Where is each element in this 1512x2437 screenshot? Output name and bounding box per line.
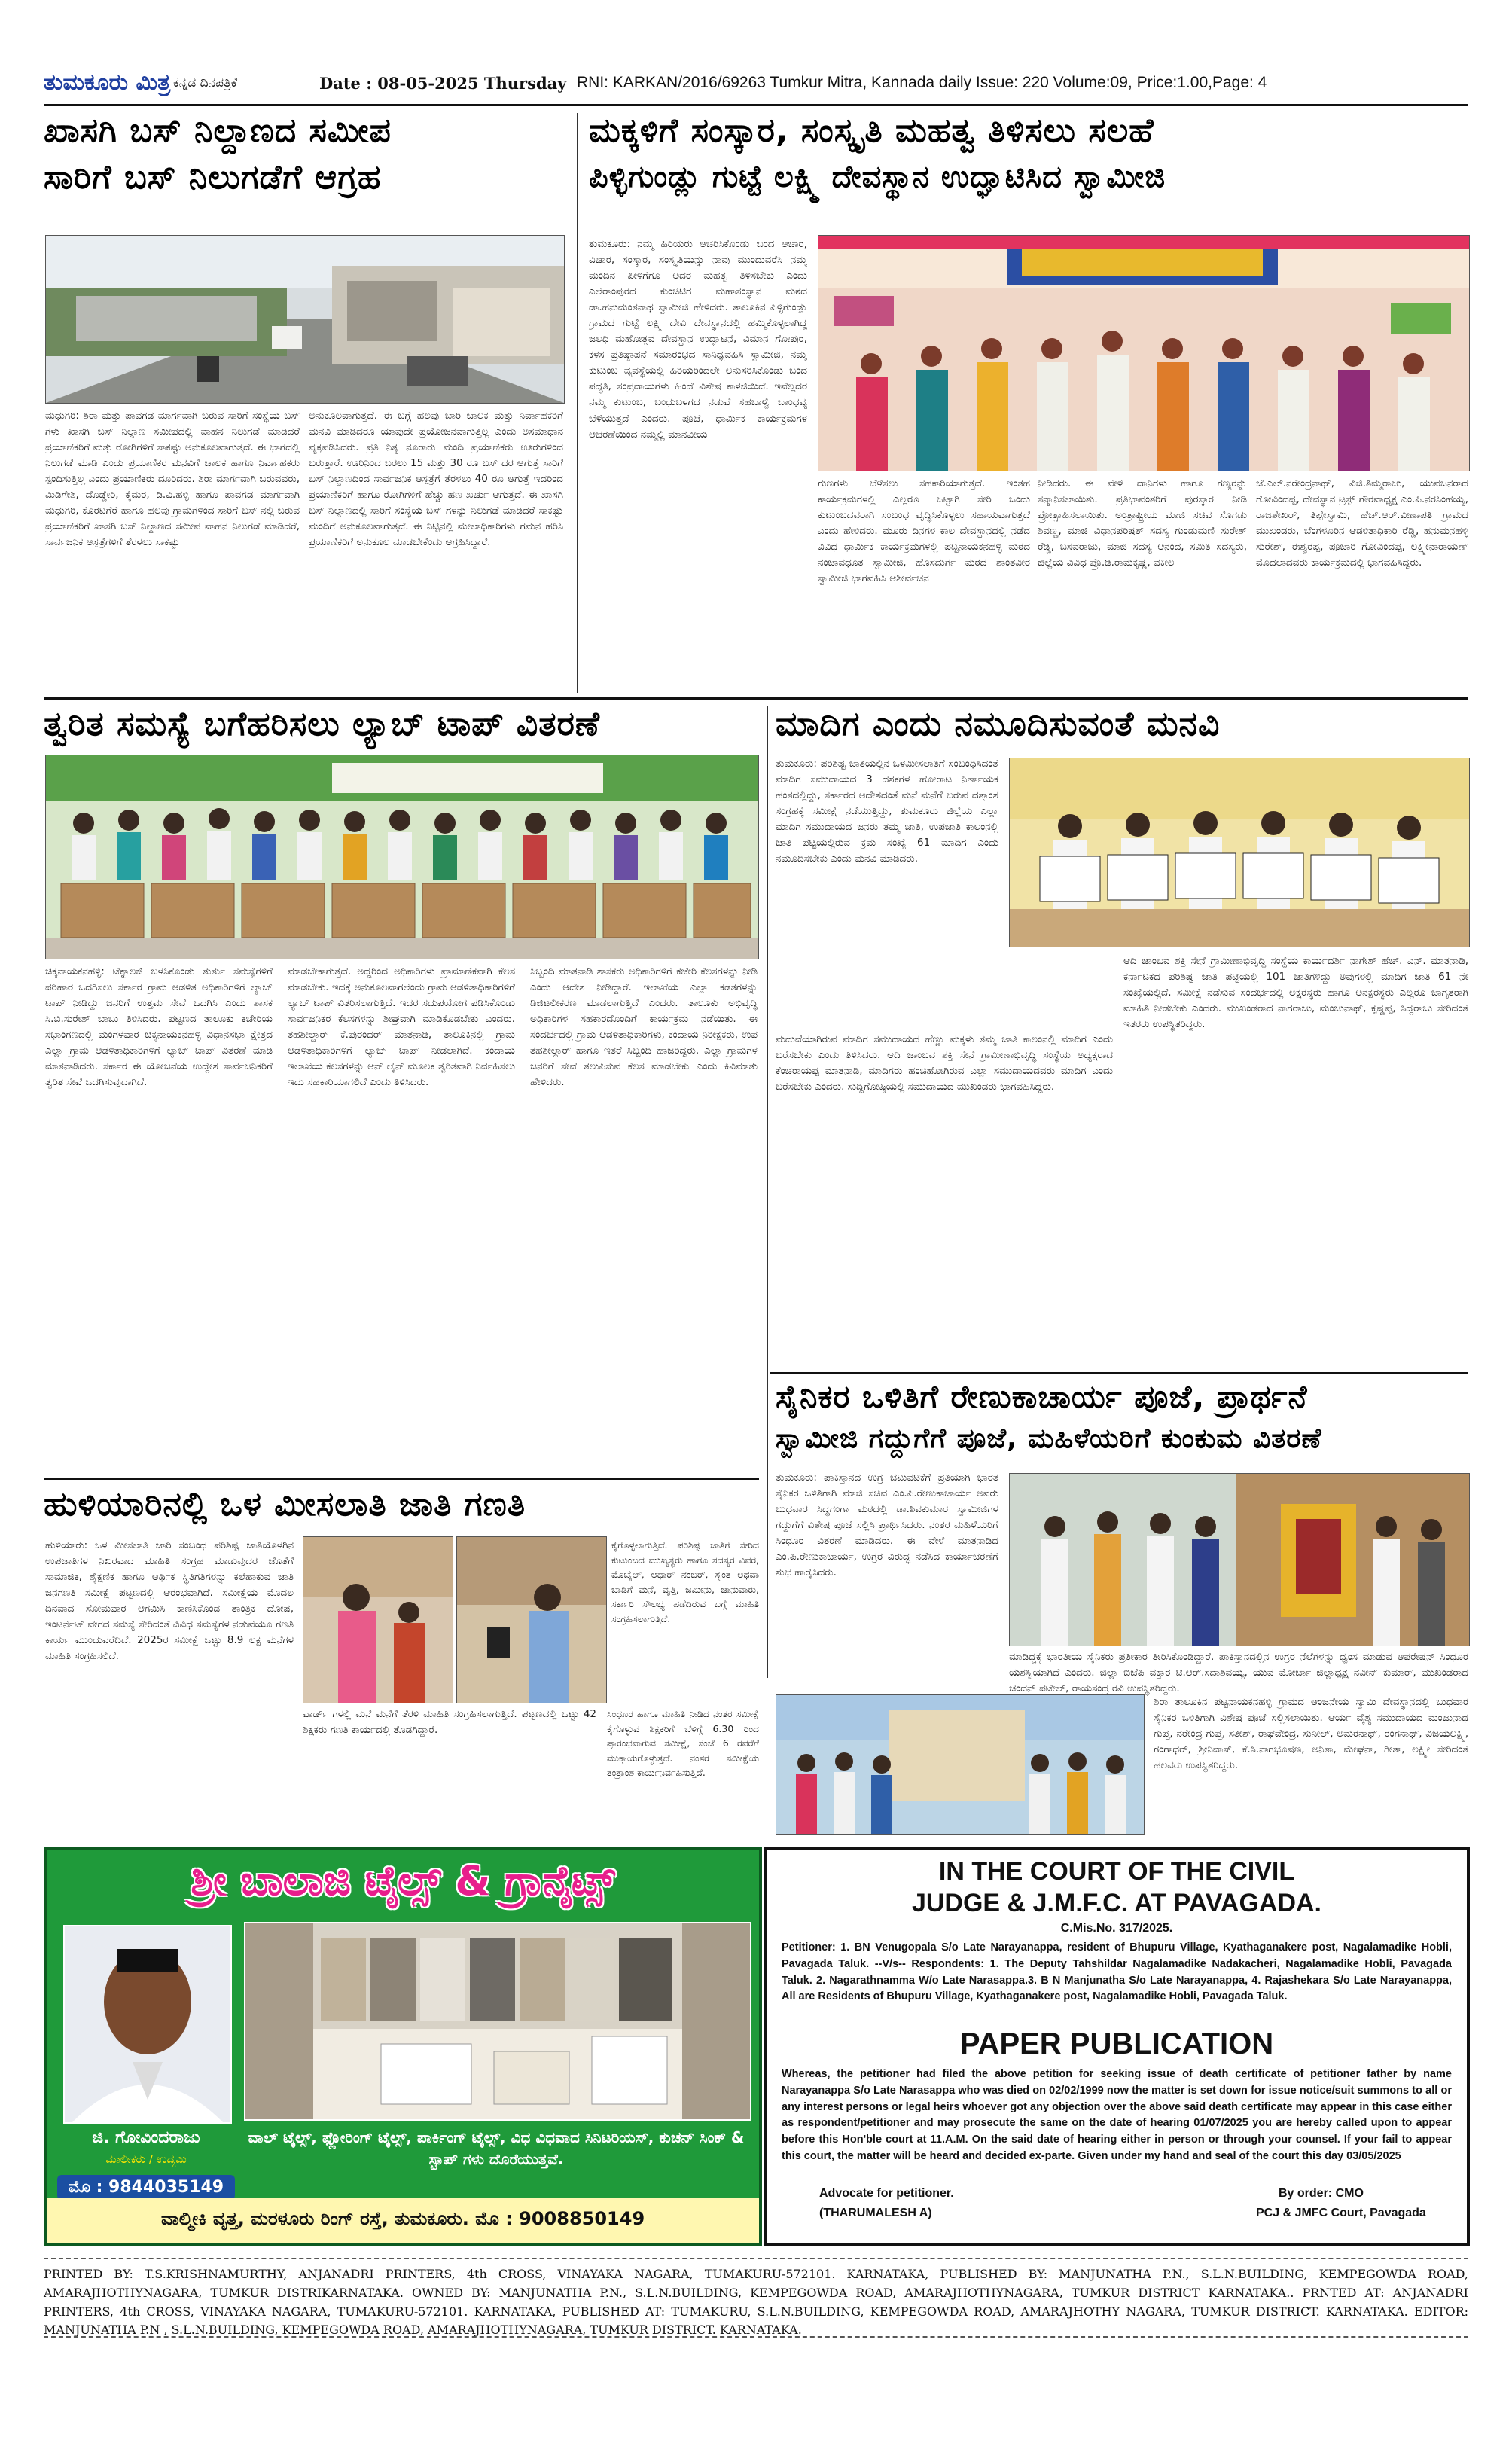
ad-address: ವಾಲ್ಮೀಕಿ ವೃತ್ತ, ಮರಳೂರು ರಿಂಗ್ ರಸ್ತೆ, ತುಮಕೂರು. ಮೊ : 9008850149: [160, 2208, 645, 2229]
court-advocate-name: (THARUMALESH A): [819, 2207, 932, 2219]
story-census-col-mid-top: ಕೈಗೊಳ್ಳಲಾಗುತ್ತಿದೆ. ಪರಿಶಿಷ್ಟ ಜಾತಿಗೆ ಸೇರಿದ ಕುಟುಂಬದ ಮುಖ್ಯಸ್ಥರು ಹಾಗೂ ಸದಸ್ಯರ ವಿವರ, ಮೊಬೈಲ್, ಆಧಾರ್ ನಂಬರ್, ಸ್ವಂತ ಅಥವಾ ಬಾಡಿಗೆ ಮನೆ, ವೃತ್ತಿ, ಜಮೀನು, ಜಾನುವಾರು, ಸರ್ಕಾರಿ ಸೌಲಭ್ಯ ಪಡೆದಿರುವ ಬಗ್ಗೆ ಮಾಹಿತಿ ಸಂಗ್ರಹಿಸಲಾಗುತ್ತಿದೆ.: [611, 1539, 759, 1624]
court-notice: [764, 1847, 1470, 2246]
story-temple-col-b2: ನೀಡಿದರು. ಈ ವೇಳೆ ದಾನಿಗಳು ಹಾಗೂ ಗಣ್ಯರನ್ನು ಸನ್ಮಾನಿಸಲಾಯಿತು. ಪ್ರತಿಭಾವಂತರಿಗೆ ಪುರಸ್ಕಾರ ನೀಡಿ ಪ್ರೋತ್ಸಾಹಿಸಲಾಯಿತು. ಅಂತ್ರಾಷ್ಟ್ರೀಯ ಮಾಜಿ ಸಚಿವ ಸೊಗಡು ಶಿವಣ್ಣ, ಮಾಜಿ ವಿಧಾನಪರಿಷತ್ ಸದಸ್ಯ ಗುಂಡುಮಣಿ ಸುರೇಶ್ ರೆಡ್ಡಿ, ಬಸವರಾಜು, ಮಾಜಿ ಸದಸ್ಯ ಆನಂದ, ಸಮಿತಿ ಸದಸ್ಯರು, ಜಿಲ್ಲೆಯ ವಿವಿಧ ಪ್ರೊ.ಡಿ.ರಾಮಕೃಷ್ಣ, ವಕೀಲ: [1038, 477, 1247, 569]
story-madiga-col-l: ಮದುವೆಯಾಗಿರುವ ಮಾದಿಗ ಸಮುದಾಯದ ಹೆಣ್ಣು ಮಕ್ಕಳು ತಮ್ಮ ಜಾತಿ ಕಾಲಂನಲ್ಲಿ ಮಾದಿಗ ಎಂದು ಬರೆಸಬೇಕು ಎಂದು ತಿಳಿಸಿದರು. ಆದಿ ಜಾಂಬವ ಶಕ್ತಿ ಸೇನೆ ಗ್ರಾಮೀಣಾಭಿವೃದ್ಧಿ ಸಂಸ್ಥೆಯ ಅಧ್ಯಕ್ಷರಾದ ಕೆಂಚರಾಯಪ್ಪ ಮಾತನಾಡಿ, ಮಾದಿಗರು ಹಂಚಿಹೋಗಿರುವ ಎಲ್ಲಾ ಸಮುದಾಯದವರು ಮಾದಿಗ ಎಂದು ಬರೆಸಬೇಕು ಎಂದರು. ಸುದ್ದಿಗೋಷ್ಠಿಯಲ್ಲಿ ಸಮುದಾಯದ ಮುಖಂಡರು ಭಾಗವಹಿಸಿದ್ದರು.: [776, 1033, 1113, 1093]
column-divider-top: [577, 113, 578, 693]
temple-ceremony-photo: [818, 235, 1470, 471]
footer-imprint: PRINTED BY: T.S.KRISHNAMURTHY, ANJANADRI PRINTERS, 4th CROSS, VINAYAKA NAGARA, TUMAKURU-572101. KARNATAKA, PUBLISHED BY: MANJUNATHA P.N., S.L.N.BUILDING, KEMPEGOWDA ROAD, AMARAJHOTHYNAGARA, TUMKUR DISTRIKARNATAKA. OWNED BY: MANJUNATHA P.N., S.L.N.BUILDING, KEMPEGOWDA ROAD, AMARAJHOTHYNAGARA, TUMKUR DISTRICT KARNATAKA.. PRNTED AT: ANJANADRI PRINTERS, 4th CROSS, VINAYAKA NAGARA, TUMAKURU-572101. KARNATAKA, PUBLISHED AT: TUMAKURU, S.L.N.BUILDING, KEMPEGOWDA ROAD, AMARAJHOTHY NAGARA, TUMKUR DISTRICT. KARNATAKA. EDITOR: MANJUNATHA P.N , S.L.N.BUILDING, KEMPEGOWDA ROAD, AMARAJHOTHYNAGARA, TUMKUR DISTRICT. KARNATAKA.: [44, 2267, 1468, 2338]
masthead-rule: [44, 104, 1468, 106]
story-soldiers-col-bottom: ಶಿರಾ ತಾಲೂಕಿನ ಪಟ್ಟನಾಯಕನಹಳ್ಳಿ ಗ್ರಾಮದ ಆಂಜನೇಯ ಸ್ವಾಮಿ ದೇವಸ್ಥಾನದಲ್ಲಿ ಬುಧವಾರ ಸೈನಿಕರ ಒಳಿತಿಗಾಗಿ ವಿಶೇಷ ಪೂಜೆ ಸಲ್ಲಿಸಲಾಯಿತು. ಆರ್ಯ ವೈಶ್ಯ ಸಮುದಾಯದ ಮಂಜುನಾಥ ಗುಪ್ತ, ನರೇಂದ್ರ ಗುಪ್ತ, ಸತೀಶ್, ರಾಘವೇಂದ್ರ, ಸುನೀಲ್, ಅಮರನಾಥ್, ರಂಗನಾಥ್, ವಿಜಯಲಕ್ಷ್ಮಿ, ಗಂಗಾಧರ್, ಶ್ರೀನಿವಾಸ್, ಕೆ.ಸಿ.ನಾಗಭೂಷಣ, ಅನಿತಾ, ಮೇಘನಾ, ಗೀತಾ, ಲಕ್ಷ್ಮೀ ಸೇರಿದಂತೆ ಹಲವರು ಉಪಸ್ಥಿತರಿದ್ದರು.: [1154, 1696, 1468, 1772]
story-soldiers-headline-1: ಸೈನಿಕರ ಒಳಿತಿಗೆ ರೇಣುಕಾಚಾರ್ಯ ಪೂಜೆ, ಪ್ರಾರ್ಥನೆ: [776, 1378, 1308, 1415]
story-laptop-headline: ತ್ವರಿತ ಸಮಸ್ಯೆ ಬಗೆಹರಿಸಲು ಲ್ಯಾಬ್ ಟಾಪ್ ವಿತರಣೆ: [44, 705, 600, 743]
court-case-no: C.Mis.No. 317/2025.: [1060, 1922, 1173, 1935]
court-advocate-label: Advocate for petitioner.: [819, 2187, 954, 2200]
census-photo-1: [303, 1536, 453, 1703]
ad-showroom-photo: [244, 1922, 751, 2121]
ad-balaji-tiles: [44, 1847, 762, 2246]
ad-address-bar: [47, 2198, 759, 2243]
story-temple-col-left: ತುಮಕೂರು: ನಮ್ಮ ಹಿರಿಯರು ಆಚರಿಸಿಕೊಂಡು ಬಂದ ಆಚಾರ, ವಿಚಾರ, ಸಂಸ್ಕಾರ, ಸಂಸ್ಕೃತಿಯನ್ನು ನಾವು ಮುಂದುವರೆಸಿ ನಮ್ಮ ಮಂದಿನ ಪೀಳಿಗೆಗೂ ಅದರ ಮಹತ್ವ ತಿಳಿಸಬೇಕು ಎಂದು ಎಲೆರಾಂಪುರದ ಕುಂಚಿಟಿಗ ಮಹಾಸಂಸ್ಥಾನ ಮಠದ ಡಾ.ಹನುಮಂತನಾಥ ಸ್ವಾಮೀಜಿ ಹೇಳಿದರು. ತಾಲೂಕಿನ ಪಿಳ್ಳಿಗುಂಡ್ಲು ಗ್ರಾಮದ ಗುಟ್ಟೆ ಲಕ್ಷ್ಮಿ ದೇವಿ ದೇವಸ್ಥಾನದಲ್ಲಿ ಹಮ್ಮಿಕೊಳ್ಳಲಾಗಿದ್ದ ಜಲಧಿ ಮಹೋತ್ಸವ ದೇವಸ್ಥಾನ ಉದ್ಘಾಟನೆ, ವಿಮಾನ ಗೋಪುರ, ಕಳಸ ಪ್ರತಿಷ್ಠಾಪನೆ ಸಮಾರಂಭದ ಸಾನಿಧ್ಯವಹಿಸಿ ಸ್ವಾಮೀಜಿ, ನಮ್ಮ ಕುಟುಂಬ ವ್ಯವಸ್ಥೆಯಲ್ಲಿ ಹಿರಿಯರಿಂದಲೇ ಅನುಸರಿಸಿಕೊಂಡು ಬಂದ ಪದ್ಧತಿ, ಸಂಪ್ರದಾಯಗಳು ಹಿಂದೆ ವಿಶೇಷ ಕಾಳಜಿಯಿದೆ. ಇವೆಲ್ಲದರ ನಮ್ಮ ಕುಟುಂಬ, ಬಂಧುಬಳಗದ ನಡುವೆ ಸಹಬಾಳ್ವೆ ಬಾಂಧವ್ಯ ಬೆಳೆಯುತ್ತದೆ ಎಂದರು. ಪೂಜೆ, ಧಾರ್ಮಿಕ ಕಾರ್ಯಕ್ರಮಗಳ ಆಚರಣೆಯಿಂದ ನಮ್ಮಲ್ಲಿ ಮಾನವೀಯ: [589, 238, 807, 441]
bus-road-photo: [45, 235, 565, 404]
story-laptop-col-3: ಸಿಬ್ಬಂದಿ ಮಾತನಾಡಿ ಶಾಸಕರು ಅಧಿಕಾರಿಗಳಿಗೆ ಕಚೇರಿ ಕೆಲಸಗಳನ್ನು ನೀಡಿ ಎಂದು ಆದೇಶ ನೀಡಿದ್ದಾರೆ. ಇಲಾಖೆಯ ಎಲ್ಲಾ ಕಡತಗಳನ್ನು ಡಿಜಿಟಲೀಕರಣ ಮಾಡಲಾಗುತ್ತಿದೆ ಎಂದರು. ತಾಲೂಕು ಅಭಿವೃದ್ಧಿ ಅಧಿಕಾರಿಗಳ ಸಹಕಾರದೊಂದಿಗೆ ಕಾರ್ಯಕ್ರಮ ನಡೆಯಿತು. ಈ ಸಂದರ್ಭದಲ್ಲಿ ಗ್ರಾಮ ಆಡಳಿತಾಧಿಕಾರಿಗಳು, ಕಂದಾಯ ನಿರೀಕ್ಷಕರು, ಉಪ ತಹಶೀಲ್ದಾರ್ ಹಾಗೂ ಇತರೆ ಸಿಬ್ಬಂದಿ ಹಾಜರಿದ್ದರು. ಎಲ್ಲಾ ಗ್ರಾಮಗಳ ಜನರಿಗೆ ಸೇವೆ ತಲುಪಿಸುವ ಕೆಲಸ ಮಾಡಬೇಕು ಎಂದು ಕಿವಿಮಾತು ಹೇಳಿದರು.: [530, 965, 758, 1089]
ad-owner-mobile: ಮೊ : 9844035149: [57, 2175, 235, 2200]
ad-owner-photo: [63, 1925, 232, 2124]
renukacharya-temple-photo: [1009, 1473, 1470, 1646]
story-census-col-left: ಹುಳಿಯಾರು: ಒಳ ಮೀಸಲಾತಿ ಜಾರಿ ಸಂಬಂಧ ಪರಿಶಿಷ್ಟ ಜಾತಿಯೊಳಗಿನ ಉಪಜಾತಿಗಳ ನಿಖರವಾದ ಮಾಹಿತಿ ಸಂಗ್ರಹ ಮಾಡುವುದರ ಜೊತೆಗೆ ಸಾಮಾಜಿಕ, ಶೈಕ್ಷಣಿಕ ಹಾಗೂ ಆರ್ಥಿಕ ಸ್ಥಿತಿಗತಿಗಳನ್ನು ಕಲೆಹಾಕುವ ಜಾತಿ ಜನಗಣತಿ ಸಮೀಕ್ಷೆ ಪಟ್ಟಣದಲ್ಲಿ ಆರಂಭವಾಗಿದೆ. ಸಮೀಕ್ಷೆಯ ಮೊದಲ ದಿನವಾದ ಸೋಮವಾರ ಆಗಮಿಸಿ ಕಾಣಿಸಿಕೊಂಡ ತಾಂತ್ರಿಕ ದೋಷ, ಇಂಟರ್ನೆಟ್ ವೇಗದ ಸಮಸ್ಯೆ ಸೇರಿದಂತೆ ವಿವಿಧ ಸಮಸ್ಯೆಗಳ ನಡುವೆಯೂ ಗಣತಿ ಕಾರ್ಯ ಮುಂದುವರೆದಿದೆ. 2025ರ ಸಮೀಕ್ಷೆ ಒಟ್ಟು 8.9 ಲಕ್ಷ ಮನೆಗಳ ಮಾಹಿತಿ ಸಂಗ್ರಹಿಸಲಿದೆ.: [45, 1539, 294, 1663]
ad-owner-name: ಜಿ. ಗೋವಿಂದರಾಜು: [92, 2128, 200, 2147]
section-rule-3: [44, 1478, 759, 1480]
column-divider-middle: [767, 706, 768, 1678]
section-rule-2: [770, 1372, 1468, 1374]
story-laptop-col-1: ಚಿಕ್ಕನಾಯಕನಹಳ್ಳಿ: ಟೆಕ್ನಾಲಜಿ ಬಳಸಿಕೊಂಡು ತುರ್ತು ಸಮಸ್ಯೆಗಳಿಗೆ ಪರಿಹಾರ ಒದಗಿಸಲು ಸರ್ಕಾರ ಗ್ರಾಮ ಆಡಳಿತ ಅಧಿಕಾರಿಗಳಿಗೆ ಲ್ಯಾಬ್ ಟಾಪ್ ನೀಡಿದ್ದು ಜನರಿಗೆ ಉತ್ತಮ ಸೇವೆ ಒದಗಿಸಿ ಎಂದು ಶಾಸಕ ಸಿ.ಬಿ.ಸುರೇಶ್ ಬಾಬು ತಿಳಿಸಿದರು. ಪಟ್ಟಣದ ತಾಲೂಕು ಕಚೇರಿಯ ಸಭಾಂಗಣದಲ್ಲಿ ಮಂಗಳವಾರ ಚಿಕ್ಕನಾಯಕನಹಳ್ಳಿ ವಿಧಾನಸಭಾ ಕ್ಷೇತ್ರದ ಎಲ್ಲಾ ಗ್ರಾಮ ಆಡಳಿತಾಧಿಕಾರಿಗಳಿಗೆ ಲ್ಯಾಬ್ ಟಾಪ್ ವಿತರಣೆ ಮಾಡಿ ಮಾತನಾಡಿದರು. ಸರ್ಕಾರ ಈ ಯೋಜನೆಯ ಉದ್ದೇಶ ಸಾರ್ವಜನಿಕರಿಗೆ ತ್ವರಿತ ಸೇವೆ ಒದಗಿಸುವುದಾಗಿದೆ.: [45, 965, 273, 1089]
masthead: [44, 69, 1468, 99]
masthead-logo: ತುಮಕೂರು ಮಿತ್ರ: [44, 69, 171, 96]
story-census-col-mid-bottom: ವಾರ್ಡ್ ಗಳಲ್ಲಿ ಮನೆ ಮನೆಗೆ ತೆರಳಿ ಮಾಹಿತಿ ಸಂಗ್ರಹಿಸಲಾಗುತ್ತಿದೆ. ಪಟ್ಟಣದಲ್ಲಿ ಒಟ್ಟು 42 ಶಿಕ್ಷಕರು ಗಣತಿ ಕಾರ್ಯದಲ್ಲಿ ತೊಡಗಿದ್ದಾರೆ.: [303, 1708, 596, 1737]
ad-products: ವಾಲ್ ಟೈಲ್ಸ್, ಫ್ಲೋರಿಂಗ್ ಟೈಲ್ಸ್, ಪಾರ್ಕಿಂಗ್ ಟೈಲ್ಸ್, ವಿಧ ವಿಧವಾದ ಸಿನಿಟರಿಯಸ್, ಕುಚನ್ ಸಿಂಕ್ & ಸ್ಟಾಪ್ ಗಳು ದೊರೆಯುತ್ತವೆ.: [248, 2128, 745, 2168]
section-rule-1: [44, 697, 1468, 700]
court-order-court: PCJ & JMFC Court, Pavagada: [1256, 2207, 1426, 2219]
story-madiga-col-r: ಆದಿ ಜಾಂಬವ ಶಕ್ತಿ ಸೇನೆ ಗ್ರಾಮೀಣಾಭಿವೃದ್ಧಿ ಸಂಸ್ಥೆಯ ಕಾರ್ಯದರ್ಶಿ ನಾಗೇಶ್ ಹೆಚ್. ಎನ್. ಮಾತನಾಡಿ, ಕರ್ನಾಟಕದ ಪರಿಶಿಷ್ಟ ಜಾತಿ ಪಟ್ಟಿಯಲ್ಲಿ 101 ಜಾತಿಗಳಿದ್ದು ಅವುಗಳಲ್ಲಿ ಮಾದಿಗ ಜಾತಿ 61 ನೇ ಸಂಖ್ಯೆಯಲ್ಲಿದೆ. ಸಮೀಕ್ಷೆ ನಡೆಸುವ ಸಂದರ್ಭದಲ್ಲಿ ಅಕ್ಷರಸ್ಥರು ಹಾಗೂ ಅನಕ್ಷರಸ್ಥರು ಎಲ್ಲರೂ ಜಾಗೃತರಾಗಿ ಮಾಹಿತಿ ನೀಡಬೇಕು ಎಂದರು. ಮುಖಂಡರಾದ ನಾಗರಾಜು, ಮಂಜುನಾಥ್, ಕೃಷ್ಣಪ್ಪ, ಸಿದ್ದರಾಜು ಸೇರಿದಂತೆ ಇತರರು ಉಪಸ್ಥಿತರಿದ್ದರು.: [1123, 955, 1468, 1031]
story-madiga-headline: ಮಾದಿಗ ಎಂದು ನಮೂದಿಸುವಂತೆ ಮನವಿ: [776, 705, 1221, 743]
story-census-headline: ಹುಳಿಯಾರಿನಲ್ಲಿ ಒಳ ಮೀಸಲಾತಿ ಜಾತಿ ಗಣತಿ: [44, 1485, 526, 1524]
court-title-1: IN THE COURT OF THE CIVIL: [938, 1857, 1295, 1886]
madiga-press-photo: [1009, 758, 1470, 947]
ad-title: ಶ್ರೀ ಬಾಲಾಜಿ ಟೈಲ್ಸ್ & ಗ್ರಾನೈಟ್ಸ್: [191, 1857, 615, 1905]
anjaneya-temple-photo: [776, 1694, 1145, 1835]
story-madiga-col-top: ತುಮಕೂರು: ಪರಿಶಿಷ್ಟ ಜಾತಿಯಲ್ಲಿನ ಒಳಮೀಸಲಾತಿಗೆ ಸಂಬಂಧಿಸಿದಂತೆ ಮಾದಿಗ ಸಮುದಾಯದ 3 ದಶಕಗಳ ಹೋರಾಟ ನಿರ್ಣಾಯಕ ಹಂತದಲ್ಲಿದ್ದು, ಸರ್ಕಾರದ ಆದೇಶದಂತೆ ಮನೆ ಮನೆಗೆ ಬರುವ ದತ್ತಾಂಶ ಸಂಗ್ರಹಕ್ಕೆ ಸಮೀಕ್ಷೆ ನಡೆಯುತ್ತಿದ್ದು, ತುಮಕೂರು ಜಿಲ್ಲೆಯ ಎಲ್ಲಾ ಮಾದಿಗ ಸಮುದಾಯದ ಜನರು ತಮ್ಮ ಜಾತಿ, ಉಪಜಾತಿ ಕಾಲಂನಲ್ಲಿ ಜಾತಿ ಪಟ್ಟಿಯಲ್ಲಿರುವ ಕ್ರಮ ಸಂಖ್ಯೆ 61 ಮಾದಿಗ ಎಂದು ನಮೂದಿಸಬೇಕು ಎಂದು ಮನವಿ ಮಾಡಿದರು.: [776, 758, 998, 865]
story-temple-headline-2: ಪಿಳ್ಳಿಗುಂಡ್ಲು ಗುಟ್ಟೆ ಲಕ್ಷ್ಮಿ ದೇವಸ್ಥಾನ ಉದ್ಘಾಟಿಸಿದ ಸ್ವಾಮೀಜಿ: [589, 160, 1166, 194]
court-title-2: JUDGE & J.M.F.C. AT PAVAGADA.: [911, 1889, 1322, 1917]
story-bus-col-1: ಮಧುಗಿರಿ: ಶಿರಾ ಮತ್ತು ಪಾವಗಡ ಮಾರ್ಗವಾಗಿ ಬರುವ ಸಾರಿಗೆ ಸಂಸ್ಥೆಯ ಬಸ್ ಗಳು ಖಾಸಗಿ ಬಸ್ ನಿಲ್ದಾಣ ಸಮೀಪದಲ್ಲಿ ವಾಹನ ನಿಲುಗಡೆ ಮಾಡಿದರೆ ಪ್ರಯಾಣಿಕರಿಗೆ ಮತ್ತು ರೋಗಿಗಳಿಗೆ ಸಾಕಷ್ಟು ಅನುಕೂಲವಾಗುತ್ತದೆ. ಈ ಭಾಗದಲ್ಲಿ ನಿಲುಗಡೆ ಮಾಡಿ ಎಂದು ಪ್ರಯಾಣಿಕರ ಮನವಿಗೆ ಚಾಲಕ ಹಾಗೂ ನಿರ್ವಾಹಕರು ಸ್ಪಂದಿಸುತ್ತಿಲ್ಲ ಎಂದು ಪ್ರಯಾಣಿಕರು ದೂರಿದರು. ಶಿರಾ ಮಾರ್ಗವಾಗಿ ಬರುವವರು, ಮಿಡಿಗೇಶಿ, ದೊಡ್ಡೇರಿ, ಕೈಮರ, ಡಿ.ವಿ.ಹಳ್ಳಿ ಹಾಗೂ ಪಾವಗಡ ಮಾರ್ಗವಾಗಿ ಮಧುಗಿರಿ, ಕೊರಟಗೆರೆ ಹಾಗೂ ಹಲವು ಗ್ರಾಮಗಳಿಂದ ಸಾರಿಗೆ ಬಸ್ ನಲ್ಲಿ ಬರುವ ಪ್ರಯಾಣಿಕರಿಗೆ ಖಾಸಗಿ ಬಸ್ ನಿಲ್ದಾಣದ ಸಮೀಪ ವಾಹನ ನಿಲುಗಡೆ ಮಾಡಿದರೆ, ಸಾರ್ವಜನಿಕ ಆಸ್ಪತ್ರೆಗಳಿಗೆ ತೆರಳಲು ಸಾಕಷ್ಟು: [45, 410, 300, 549]
story-bus-headline-1: ಖಾಸಗಿ ಬಸ್ ನಿಲ್ದಾಣದ ಸಮೀಪ: [44, 111, 392, 150]
story-soldiers-col-top: ತುಮಕೂರು: ಪಾಕಿಸ್ತಾನದ ಉಗ್ರ ಚಟುವಟಿಕೆಗೆ ಪ್ರತಿಯಾಗಿ ಭಾರತ ಸೈನಿಕರ ಒಳಿತಿಗಾಗಿ ಮಾಜಿ ಸಚಿವ ಎಂ.ಪಿ.ರೇಣುಕಾಚಾರ್ಯ ಅವರು ಬುಧವಾರ ಸಿದ್ಧಗಂಗಾ ಮಠದಲ್ಲಿ ಡಾ.ಶಿವಕುಮಾರ ಸ್ವಾಮೀಜಿಗಳ ಗದ್ದುಗೆಗೆ ವಿಶೇಷ ಪೂಜೆ ಸಲ್ಲಿಸಿ ಪ್ರಾರ್ಥಿಸಿದರು. ನಂತರ ಮಹಿಳೆಯರಿಗೆ ಸಿಂಧೂರ ವಿತರಣೆ ಮಾಡಿದರು. ಈ ವೇಳೆ ಮಾತನಾಡಿದ ಎಂ.ಪಿ.ರೇಣುಕಾಚಾರ್ಯ, ಉಗ್ರರ ವಿರುದ್ಧ ನಡೆಸಿದ ಕಾರ್ಯಾಚರಣೆಗೆ ಶುಭ ಹಾರೈಸಿದರು.: [776, 1472, 998, 1579]
story-census-col-right: ಸಿಂಧೂರ ಹಾಗೂ ಮಾಹಿತಿ ನೀಡಿದ ನಂತರ ಸಮೀಕ್ಷೆ ಕೈಗೊಳ್ಳುವ ಶಿಕ್ಷಕರಿಗೆ ಬೆಳಿಗ್ಗೆ 6.30 ರಿಂದ ಪ್ರಾರಂಭವಾಗುವ ಸಮೀಕ್ಷೆ, ಸಂಜೆ 6 ರವರೆಗೆ ಮುಕ್ತಾಯಗೊಳ್ಳುತ್ತದೆ. ನಂತರ ಸಮೀಕ್ಷೆಯ ತಂತ್ರಾಂಶ ಕಾರ್ಯನಿರ್ವಹಿಸುತ್ತಿದೆ.: [607, 1708, 759, 1778]
court-parties: Petitioner: 1. BN Venugopala S/o Late Narayanappa, resident of Bhupuru Village, Kyathaganakere post, Nagalamadike Hobli, Pavagada Taluk. --V/s-- Respondents: 1. The Deputy Tahshildar Nagalamadike Nadakacheri, Nagalamadike Hobli, Pavagada Taluk. 2. Nagarathnamma W/o Late Narasappa.3. B N Manjunatha S/o Late Narayanappa, 4. Rajashekara S/o Late Narayanappa, All are Residents of Bhupuru Village, Kyathaganakere post, Nagalamadike Hobli, Pavagada Taluk.: [782, 1941, 1452, 2003]
ad-owner-role: ಮಾಲೀಕರು / ಉದ್ಯಮಿ: [105, 2152, 187, 2166]
story-temple-col-b1: ಗುಣಗಳು ಬೆಳೆಸಲು ಸಹಕಾರಿಯಾಗುತ್ತದೆ. ಇಂತಹ ಕಾರ್ಯಕ್ರಮಗಳಲ್ಲಿ ಎಲ್ಲರೂ ಒಟ್ಟಾಗಿ ಸೇರಿ ಒಂದು ಕುಟುಂಬದವರಾಗಿ ಸಂಬಂಧ ವೃದ್ಧಿಸಿಕೊಳ್ಳಲು ಸಹಾಯವಾಗುತ್ತದೆ ಎಂದು ಹೇಳಿದರು. ಮೂರು ದಿನಗಳ ಕಾಲ ದೇವಸ್ಥಾನದಲ್ಲಿ ನಡೆದ ವಿವಿಧ ಧಾರ್ಮಿಕ ಕಾರ್ಯಕ್ರಮಗಳಲ್ಲಿ ಪಟ್ಟನಾಯಕನಹಳ್ಳಿ ಮಠದ ನಂಜಾವಧೂತ ಸ್ವಾಮೀಜಿ, ಹೊಸದುರ್ಗ ಮಠದ ಶಾಂತವೀರ ಸ್ವಾಮೀಜಿ ಭಾಗವಹಿಸಿ ಆಶೀರ್ವಚನ: [818, 477, 1030, 585]
story-temple-headline-1: ಮಕ್ಕಳಿಗೆ ಸಂಸ್ಕಾರ, ಸಂಸ್ಕೃತಿ ಮಹತ್ವ ತಿಳಿಸಲು ಸಲಹೆ: [589, 111, 1154, 150]
census-photo-2: [456, 1536, 607, 1703]
story-bus-headline-2: ಸಾರಿಗೆ ಬಸ್ ನಿಲುಗಡೆಗೆ ಆಗ್ರಹ: [44, 158, 382, 197]
court-publication-heading: PAPER PUBLICATION: [959, 2027, 1274, 2060]
story-laptop-col-2: ಮಾಡಬೇಕಾಗುತ್ತದೆ. ಅದ್ದರಿಂದ ಅಧಿಕಾರಿಗಳು ಪ್ರಾಮಾಣಿಕವಾಗಿ ಕೆಲಸ ಮಾಡಬೇಕು. ಇದಕ್ಕೆ ಅನುಕೂಲವಾಗಲೆಂದು ಗ್ರಾಮ ಆಡಳಿತಾಧಿಕಾರಿಗಳಿಗೆ ಲ್ಯಾಬ್ ಟಾಪ್ ವಿತರಿಸಲಾಗುತ್ತಿದೆ. ಇದರ ಸದುಪಯೋಗ ಪಡಿಸಿಕೊಂಡು ಸಾರ್ವಜನಿಕರ ಕೆಲಸಗಳನ್ನು ಶೀಘ್ರವಾಗಿ ಮಾಡಿಕೊಡಬೇಕು ಎಂದರು. ತಹಶೀಲ್ದಾರ್ ಕೆ.ಪುರಂದರ್ ಮಾತನಾಡಿ, ತಾಲೂಕಿನಲ್ಲಿ ಗ್ರಾಮ ಆಡಳಿತಾಧಿಕಾರಿಗಳಿಗೆ ಲ್ಯಾಬ್ ಟಾಪ್ ನೀಡಲಾಗಿದೆ. ಕಂದಾಯ ಇಲಾಖೆಯ ಕೆಲಸಗಳನ್ನು ಆನ್ ಲೈನ್ ಮೂಲಕ ತ್ವರಿತವಾಗಿ ನಿರ್ವಹಿಸಲು ಇದು ಸಹಕಾರಿಯಾಗಲಿದೆ ಎಂದು ತಿಳಿಸಿದರು.: [288, 965, 515, 1089]
court-order-label: By order: CMO: [1279, 2187, 1364, 2200]
footer-rule-top: [44, 2258, 1468, 2259]
masthead-tagline: ಕನ್ನಡ ದಿನಪತ್ರಿಕೆ: [173, 75, 238, 90]
story-soldiers-headline-2: ಸ್ವಾಮೀಜಿ ಗದ್ದುಗೆಗೆ ಪೂಜೆ, ಮಹಿಳೆಯರಿಗೆ ಕುಂಕುಮ ವಿತರಣೆ: [776, 1423, 1322, 1454]
issue-info: RNI: KARKAN/2016/69263 Tumkur Mitra, Kannada daily Issue: 220 Volume:09, Price:1.00,Page: 4: [577, 74, 1267, 91]
footer-rule-bottom: [44, 2336, 1468, 2338]
laptop-distribution-photo: [45, 755, 759, 959]
issue-date: Date : 08-05-2025 Thursday: [319, 74, 567, 93]
story-soldiers-col-mid: ಮಾಡಿದ್ದಕ್ಕೆ ಭಾರತೀಯ ಸೈನಿಕರು ಪ್ರತೀಕಾರ ತೀರಿಸಿಕೊಂಡಿದ್ದಾರೆ. ಪಾಕಿಸ್ತಾನದಲ್ಲಿನ ಉಗ್ರರ ನೆಲೆಗಳನ್ನು ಧ್ವಂಸ ಮಾಡುವ ಆಪರೇಷನ್ ಸಿಂಧೂರ ಯಶಸ್ವಿಯಾಗಿದೆ ಎಂದರು. ಜಿಲ್ಲಾ ಬಿಜೆಪಿ ವಕ್ತಾರ ಟಿ.ಆರ್.ಸದಾಶಿವಯ್ಯ, ಯುವ ಮೋರ್ಚಾ ಜಿಲ್ಲಾಧ್ಯಕ್ಷ ನವೀನ್ ಕುಮಾರ್, ಮುಖಂಡರಾದ ಚಂದನ್ ಪಟೇಲ್, ರಾಯಸಂದ್ರ ರವಿ ಉಪಸ್ಥಿತರಿದ್ದರು.: [1009, 1651, 1468, 1695]
court-body: Whereas, the petitioner had filed the above petition for seeking issue of death certificate of petitioner father by name Narayanappa S/o Late Narasappa who was died on 02/02/1999 now the matter is set down for issue notice/suit summons to all or any interest persons or legal heirs whoever got any objection over the above said death certificate may appear in this case either as respondent/petitioner and may prosecute the same on the date of hearing 01/07/2025 you are hereby called upon to appear before this Hon'ble court at 11.A.M. On the said date of hearing either in person or through your counsel. If your fail to appear this court, the matter will be heard and decided ex-parte. Given under my hand and seal of the court this day 03/05/2025: [782, 2068, 1452, 2162]
story-temple-col-b3: ಜೆ.ಎಲ್.ನರೇಂದ್ರನಾಥ್, ವಿಜಿ.ತಿಮ್ಮರಾಜು, ಯುವಜನರಾದ ಗೋವಿಂದಪ್ಪ, ದೇವಸ್ಥಾನ ಟ್ರಸ್ಟ್ ಗೌರವಾಧ್ಯಕ್ಷ ಎಂ.ಪಿ.ನರಸಿಂಹಯ್ಯ, ರಾಜಶೇಖರ್, ತಿಪ್ಪೇಸ್ವಾಮಿ, ಹೆಚ್.ಆರ್.ವೀಣಾಪತಿ ಗ್ರಾಮದ ಮುಖಂಡರು, ಬೆಂಗಳೂರಿನ ಆಡಳಿತಾಧಿಕಾರಿ ರೆಡ್ಡಿ, ಹನುಮನಹಳ್ಳಿ ಸುರೇಶ್, ಈಶ್ವರಪ್ಪ, ಪೂಜಾರಿ ಗೋವಿಂದಪ್ಪ, ಲಕ್ಷ್ಮೀನಾರಾಯಣ್ ಮೊದಲಾದವರು ಕಾರ್ಯಕ್ರಮದಲ್ಲಿ ಭಾಗವಹಿಸಿದ್ದರು.: [1256, 477, 1468, 569]
story-bus-col-2: ಅನುಕೂಲವಾಗುತ್ತದೆ. ಈ ಬಗ್ಗೆ ಹಲವು ಬಾರಿ ಚಾಲಕ ಮತ್ತು ನಿರ್ವಾಹಕರಿಗೆ ಮನವಿ ಮಾಡಿದರೂ ಯಾವುದೇ ಪ್ರಯೋಜನವಾಗುತ್ತಿಲ್ಲ ಎಂದು ಅಸಮಾಧಾನ ವ್ಯಕ್ತಪಡಿಸಿದರು. ಪ್ರತಿ ನಿತ್ಯ ನೂರಾರು ಮಂದಿ ಪ್ರಯಾಣಿಕರು ಊರುಗಳಿಂದ ಬರುತ್ತಾರೆ. ಊರಿನಿಂದ ಬರಲು 15 ಮತ್ತು 30 ರೂ ಬಸ್ ದರ ಆಗುತ್ತೆ ಸಾರಿಗೆ ಬಸ್ ನಿಲ್ದಾಣದಿಂದ ಸಾರ್ವಜನಿಕ ಆಸ್ಪತ್ರೆಗೆ ತೆರಳಲು 40 ರೂ ಆಗುತ್ತೆ ಇದರಿಂದ ಪ್ರಯಾಣಿಕರಿಗೆ ಹಾಗೂ ರೋಗಿಗಳಿಗೆ ಹೆಚ್ಚು ಹಣ ಖರ್ಚು ಆಗುತ್ತದೆ. ಈ ಖಾಸಗಿ ಬಸ್ ನಿಲ್ದಾಣದಲ್ಲಿ ಸಾರಿಗೆ ಸಂಸ್ಥೆಯ ಬಸ್ ಗಳನ್ನು ನಿಲುಗಡೆ ಮಾಡಿದರೆ ಸಾಕಷ್ಟು ಮಂದಿಗೆ ಅನುಕೂಲವಾಗುತ್ತದೆ. ಈ ನಿಟ್ಟಿನಲ್ಲಿ ಮೇಲಾಧಿಕಾರಿಗಳು ಗಮನ ಹರಿಸಿ ಪ್ರಯಾಣಿಕರಿಗೆ ಅನುಕೂಲ ಮಾಡಬೇಕೆಂದು ಆಗ್ರಹಿಸಿದ್ದಾರೆ.: [309, 410, 563, 549]
